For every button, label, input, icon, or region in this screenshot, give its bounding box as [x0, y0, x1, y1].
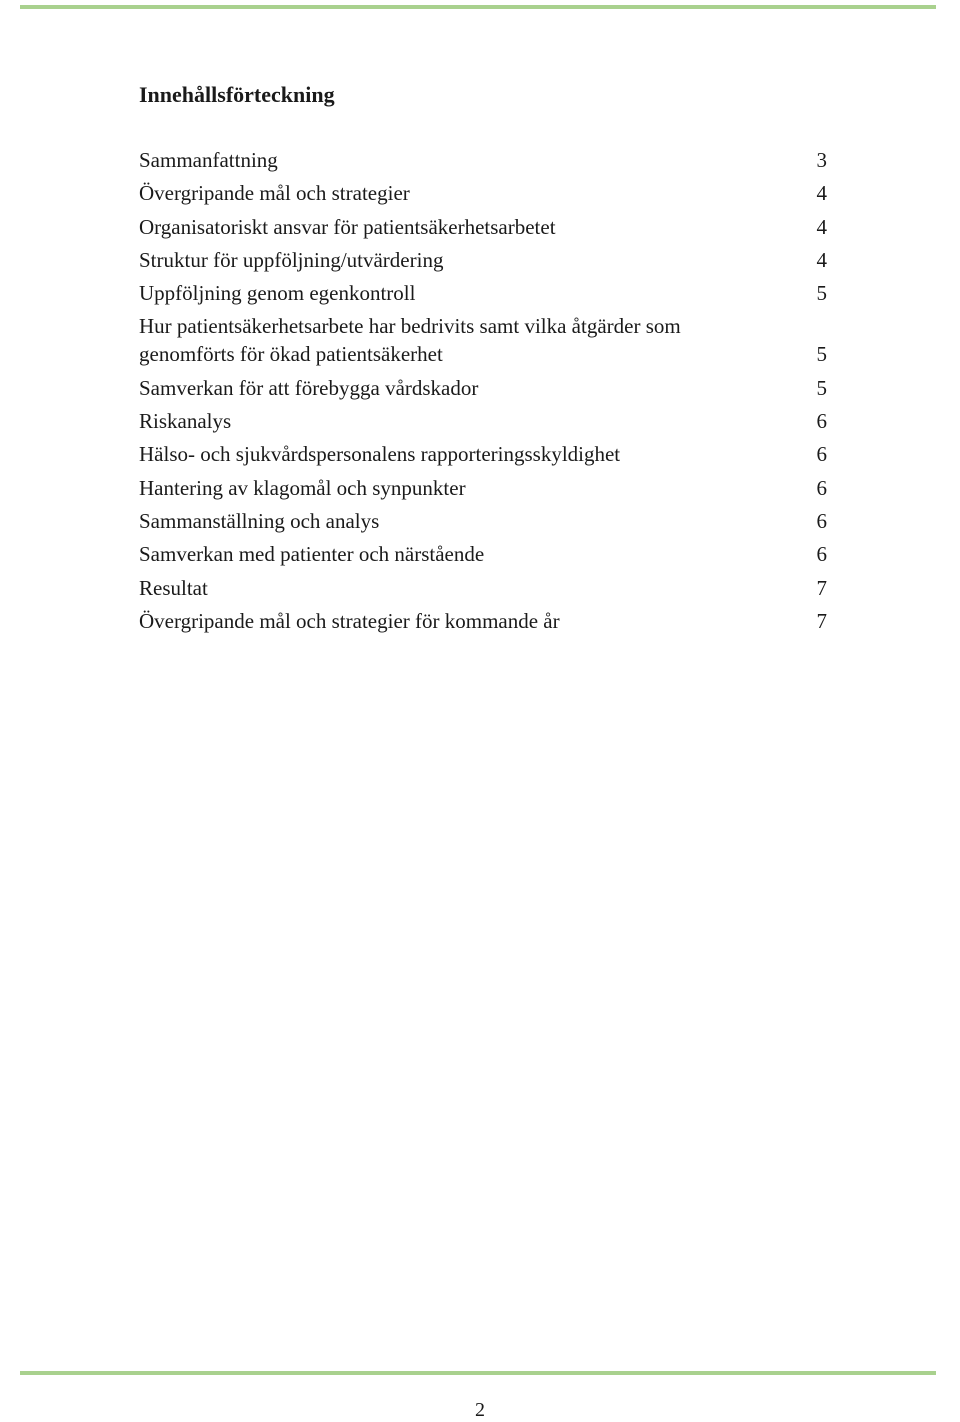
header-rule	[20, 5, 936, 9]
toc-entry-list	[139, 146, 827, 635]
toc-entry[interactable]	[139, 146, 827, 174]
toc-entry-page: 6	[816, 542, 827, 567]
toc-entry[interactable]	[139, 540, 827, 568]
toc-entry-page: 4	[816, 214, 827, 239]
toc-entry[interactable]	[139, 279, 827, 307]
toc-entry[interactable]	[139, 474, 827, 502]
toc-entry[interactable]	[139, 574, 827, 602]
toc-entry-label: Samverkan med patienter och närstående	[139, 542, 485, 567]
toc-entry-label: Övergripande mål och strategier för kommande år	[139, 608, 560, 633]
toc-entry-label: Hur patientsäkerhetsarbete har bedrivits samt vilka åtgärder som genomförts för ökad patientsäkerhet	[139, 314, 681, 367]
toc-entry-label: Organisatoriskt ansvar för patientsäkerhetsarbetet	[139, 214, 556, 239]
toc-entry[interactable]	[139, 607, 827, 635]
toc-entry[interactable]	[139, 374, 827, 402]
toc-entry[interactable]	[139, 440, 827, 468]
toc-entry-label: Övergripande mål och strategier	[139, 181, 410, 206]
toc-entry[interactable]	[139, 312, 827, 368]
page-number: 2	[475, 1399, 485, 1421]
toc-entry-page: 4	[816, 181, 827, 206]
toc-entry-page: 6	[816, 508, 827, 533]
toc-entry-page: 6	[816, 409, 827, 434]
toc-entry[interactable]	[139, 407, 827, 435]
toc-entry[interactable]	[139, 179, 827, 207]
toc-entry-label: Sammanställning och analys	[139, 508, 380, 533]
toc-entry-page: 6	[816, 475, 827, 500]
toc-entry-label: Sammanfattning	[139, 148, 278, 172]
toc-title: Innehållsförteckning	[139, 82, 335, 107]
toc-entry-label: Hantering av klagomål och synpunkter	[139, 475, 466, 500]
toc-entry-page: 5	[816, 375, 827, 400]
toc-entry-page: 5	[816, 281, 827, 306]
toc-entry[interactable]	[139, 213, 827, 241]
table-of-contents	[139, 80, 827, 640]
toc-entry-page: 3	[816, 148, 827, 172]
toc-entry-label: Resultat	[139, 575, 208, 600]
toc-entry[interactable]	[139, 246, 827, 274]
toc-entry-page: 4	[816, 247, 827, 272]
footer-rule	[20, 1371, 936, 1375]
toc-entry-label: Riskanalys	[139, 409, 232, 434]
toc-entry-label: Struktur för uppföljning/utvärdering	[139, 247, 444, 272]
toc-entry-page: 5	[816, 342, 827, 367]
toc-entry-label: Samverkan för att förebygga vårdskador	[139, 375, 479, 400]
toc-entry-page: 6	[816, 442, 827, 467]
toc-entry-label: Uppföljning genom egenkontroll	[139, 281, 416, 306]
toc-entry-label: Hälso- och sjukvårdspersonalens rapporteringsskyldighet	[139, 442, 621, 467]
toc-entry[interactable]	[139, 507, 827, 535]
toc-entry-page: 7	[816, 575, 827, 600]
toc-entry-page: 7	[816, 608, 827, 633]
